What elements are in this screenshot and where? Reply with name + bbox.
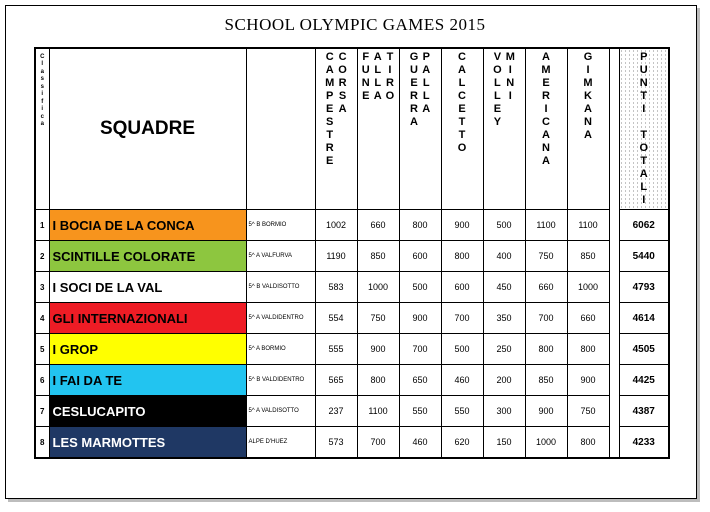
score-cell-tiro_alla_fune: 1000 xyxy=(357,272,399,303)
score-cell-gimkana: 750 xyxy=(567,396,609,427)
rank-cell: 6 xyxy=(35,365,49,396)
table-row xyxy=(35,272,669,303)
total-cell: 4793 xyxy=(619,272,669,303)
team-name-cell: I SOCI DE LA VAL xyxy=(49,272,246,303)
total-cell: 4425 xyxy=(619,365,669,396)
score-cell-palla_guerra: 900 xyxy=(399,303,441,334)
team-name-cell: CESLUCAPITO xyxy=(49,396,246,427)
score-cell-mini_volley: 150 xyxy=(483,427,525,459)
page-title: SCHOOL OLYMPIC GAMES 2015 xyxy=(224,15,486,34)
score-cell-campestre: 565 xyxy=(315,365,357,396)
score-cell-calcetto: 600 xyxy=(441,272,483,303)
score-cell-tiro_alla_fune: 1100 xyxy=(357,396,399,427)
spacer-column xyxy=(609,48,619,210)
header-palla_guerra-line-1: P A L L A xyxy=(422,51,431,115)
score-cell-palla_guerra: 800 xyxy=(399,210,441,241)
spacer-cell xyxy=(609,241,619,272)
score-cell-calcetto: 700 xyxy=(441,303,483,334)
score-cell-calcetto: 900 xyxy=(441,210,483,241)
score-cell-tiro_alla_fune: 700 xyxy=(357,427,399,459)
score-cell-mini_volley: 200 xyxy=(483,365,525,396)
spacer-cell xyxy=(609,396,619,427)
score-cell-calcetto: 800 xyxy=(441,241,483,272)
score-cell-americana: 800 xyxy=(525,334,567,365)
table-row xyxy=(35,427,669,459)
header-mini_volley xyxy=(483,48,525,210)
header-calcetto xyxy=(441,48,483,210)
score-cell-campestre: 583 xyxy=(315,272,357,303)
header-tiro_alla_fune xyxy=(357,48,399,210)
table-row xyxy=(35,210,669,241)
team-name-cell: I GROP xyxy=(49,334,246,365)
team-name-cell: I FAI DA TE xyxy=(49,365,246,396)
total-cell: 4505 xyxy=(619,334,669,365)
score-cell-palla_guerra: 500 xyxy=(399,272,441,303)
score-cell-calcetto: 500 xyxy=(441,334,483,365)
score-cell-palla_guerra: 700 xyxy=(399,334,441,365)
classifica-label: C l a s s i f i c a xyxy=(40,53,45,127)
score-cell-mini_volley: 450 xyxy=(483,272,525,303)
score-cell-palla_guerra: 460 xyxy=(399,427,441,459)
header-campestre-line-2: C A M P E S T R E xyxy=(325,51,335,167)
header-campestre xyxy=(315,48,357,210)
score-cell-americana: 900 xyxy=(525,396,567,427)
school-cell: 5^ B BORMIO xyxy=(246,210,315,241)
header-tiro_alla_fune-line-1: T I R O xyxy=(385,51,395,102)
rank-cell: 2 xyxy=(35,241,49,272)
score-cell-gimkana: 1000 xyxy=(567,272,609,303)
header-gimkana-line-1: G I M K A N A xyxy=(583,51,593,141)
header-palla_guerra-line-2: G U E R R A xyxy=(409,51,419,128)
score-cell-gimkana: 900 xyxy=(567,365,609,396)
team-name-cell: I BOCIA DE LA CONCA xyxy=(49,210,246,241)
score-cell-gimkana: 800 xyxy=(567,334,609,365)
school-cell: ALPE D'HUEZ xyxy=(246,427,315,459)
rank-cell: 3 xyxy=(35,272,49,303)
spacer-cell xyxy=(609,272,619,303)
score-cell-calcetto: 550 xyxy=(441,396,483,427)
school-cell: 5^ A VALDIDENTRO xyxy=(246,303,315,334)
school-cell: 5^ A VALDISOTTO xyxy=(246,396,315,427)
rank-cell: 4 xyxy=(35,303,49,334)
squadre-header: SQUADRE xyxy=(49,48,246,210)
score-cell-americana: 1000 xyxy=(525,427,567,459)
score-cell-calcetto: 620 xyxy=(441,427,483,459)
rank-cell: 8 xyxy=(35,427,49,459)
score-cell-americana: 700 xyxy=(525,303,567,334)
score-cell-gimkana: 850 xyxy=(567,241,609,272)
spacer-cell xyxy=(609,210,619,241)
score-cell-mini_volley: 350 xyxy=(483,303,525,334)
score-cell-mini_volley: 300 xyxy=(483,396,525,427)
team-name-cell: SCINTILLE COLORATE xyxy=(49,241,246,272)
score-cell-mini_volley: 500 xyxy=(483,210,525,241)
score-cell-mini_volley: 400 xyxy=(483,241,525,272)
total-cell: 6062 xyxy=(619,210,669,241)
rank-cell: 5 xyxy=(35,334,49,365)
score-cell-tiro_alla_fune: 850 xyxy=(357,241,399,272)
score-cell-palla_guerra: 550 xyxy=(399,396,441,427)
punti-totali-label: P U N T I T O T A L I xyxy=(639,51,649,206)
header-row xyxy=(35,48,669,210)
total-cell: 4387 xyxy=(619,396,669,427)
score-cell-campestre: 573 xyxy=(315,427,357,459)
school-header xyxy=(246,48,315,210)
rank-cell: 1 xyxy=(35,210,49,241)
header-gimkana xyxy=(567,48,609,210)
score-cell-gimkana: 800 xyxy=(567,427,609,459)
team-name-cell: LES MARMOTTES xyxy=(49,427,246,459)
score-cell-americana: 660 xyxy=(525,272,567,303)
total-cell: 4233 xyxy=(619,427,669,459)
header-calcetto-line-1: C A L C E T T O xyxy=(457,51,467,154)
header-mini_volley-line-1: M I N I xyxy=(505,51,515,102)
total-cell: 5440 xyxy=(619,241,669,272)
score-cell-palla_guerra: 650 xyxy=(399,365,441,396)
header-mini_volley-line-2: V O L L E Y xyxy=(493,51,502,128)
spacer-cell xyxy=(609,334,619,365)
table-row xyxy=(35,303,669,334)
score-cell-americana: 750 xyxy=(525,241,567,272)
standings-table xyxy=(34,47,670,459)
score-cell-gimkana: 1100 xyxy=(567,210,609,241)
table-row xyxy=(35,334,669,365)
school-cell: 5^ A VALFURVA xyxy=(246,241,315,272)
score-cell-americana: 1100 xyxy=(525,210,567,241)
score-cell-tiro_alla_fune: 800 xyxy=(357,365,399,396)
table-row xyxy=(35,396,669,427)
table-row xyxy=(35,365,669,396)
header-palla_guerra xyxy=(399,48,441,210)
score-cell-tiro_alla_fune: 900 xyxy=(357,334,399,365)
school-cell: 5^ B VALDISOTTO xyxy=(246,272,315,303)
score-cell-palla_guerra: 600 xyxy=(399,241,441,272)
total-cell: 4614 xyxy=(619,303,669,334)
team-name-cell: GLI INTERNAZIONALI xyxy=(49,303,246,334)
spacer-cell xyxy=(609,303,619,334)
score-cell-campestre: 1190 xyxy=(315,241,357,272)
header-campestre-line-1: C O R S A xyxy=(338,51,347,115)
header-americana xyxy=(525,48,567,210)
header-tiro_alla_fune-line-3: F U N E xyxy=(361,51,370,102)
score-cell-campestre: 1002 xyxy=(315,210,357,241)
score-cell-calcetto: 460 xyxy=(441,365,483,396)
score-cell-mini_volley: 250 xyxy=(483,334,525,365)
score-cell-gimkana: 660 xyxy=(567,303,609,334)
score-cell-tiro_alla_fune: 750 xyxy=(357,303,399,334)
spacer-cell xyxy=(609,365,619,396)
table-row xyxy=(35,241,669,272)
score-cell-tiro_alla_fune: 660 xyxy=(357,210,399,241)
header-tiro_alla_fune-line-2: A L L A xyxy=(373,51,382,102)
rank-cell: 7 xyxy=(35,396,49,427)
table-body xyxy=(35,210,669,459)
score-cell-campestre: 237 xyxy=(315,396,357,427)
score-cell-americana: 850 xyxy=(525,365,567,396)
classifica-header xyxy=(35,48,49,210)
score-cell-campestre: 555 xyxy=(315,334,357,365)
school-cell: 5^ B VALDIDENTRO xyxy=(246,365,315,396)
header-punti-totali xyxy=(619,48,669,210)
score-cell-campestre: 554 xyxy=(315,303,357,334)
school-cell: 5^ A BORMIO xyxy=(246,334,315,365)
spacer-cell xyxy=(609,427,619,459)
header-americana-line-1: A M E R I C A N A xyxy=(541,51,551,167)
